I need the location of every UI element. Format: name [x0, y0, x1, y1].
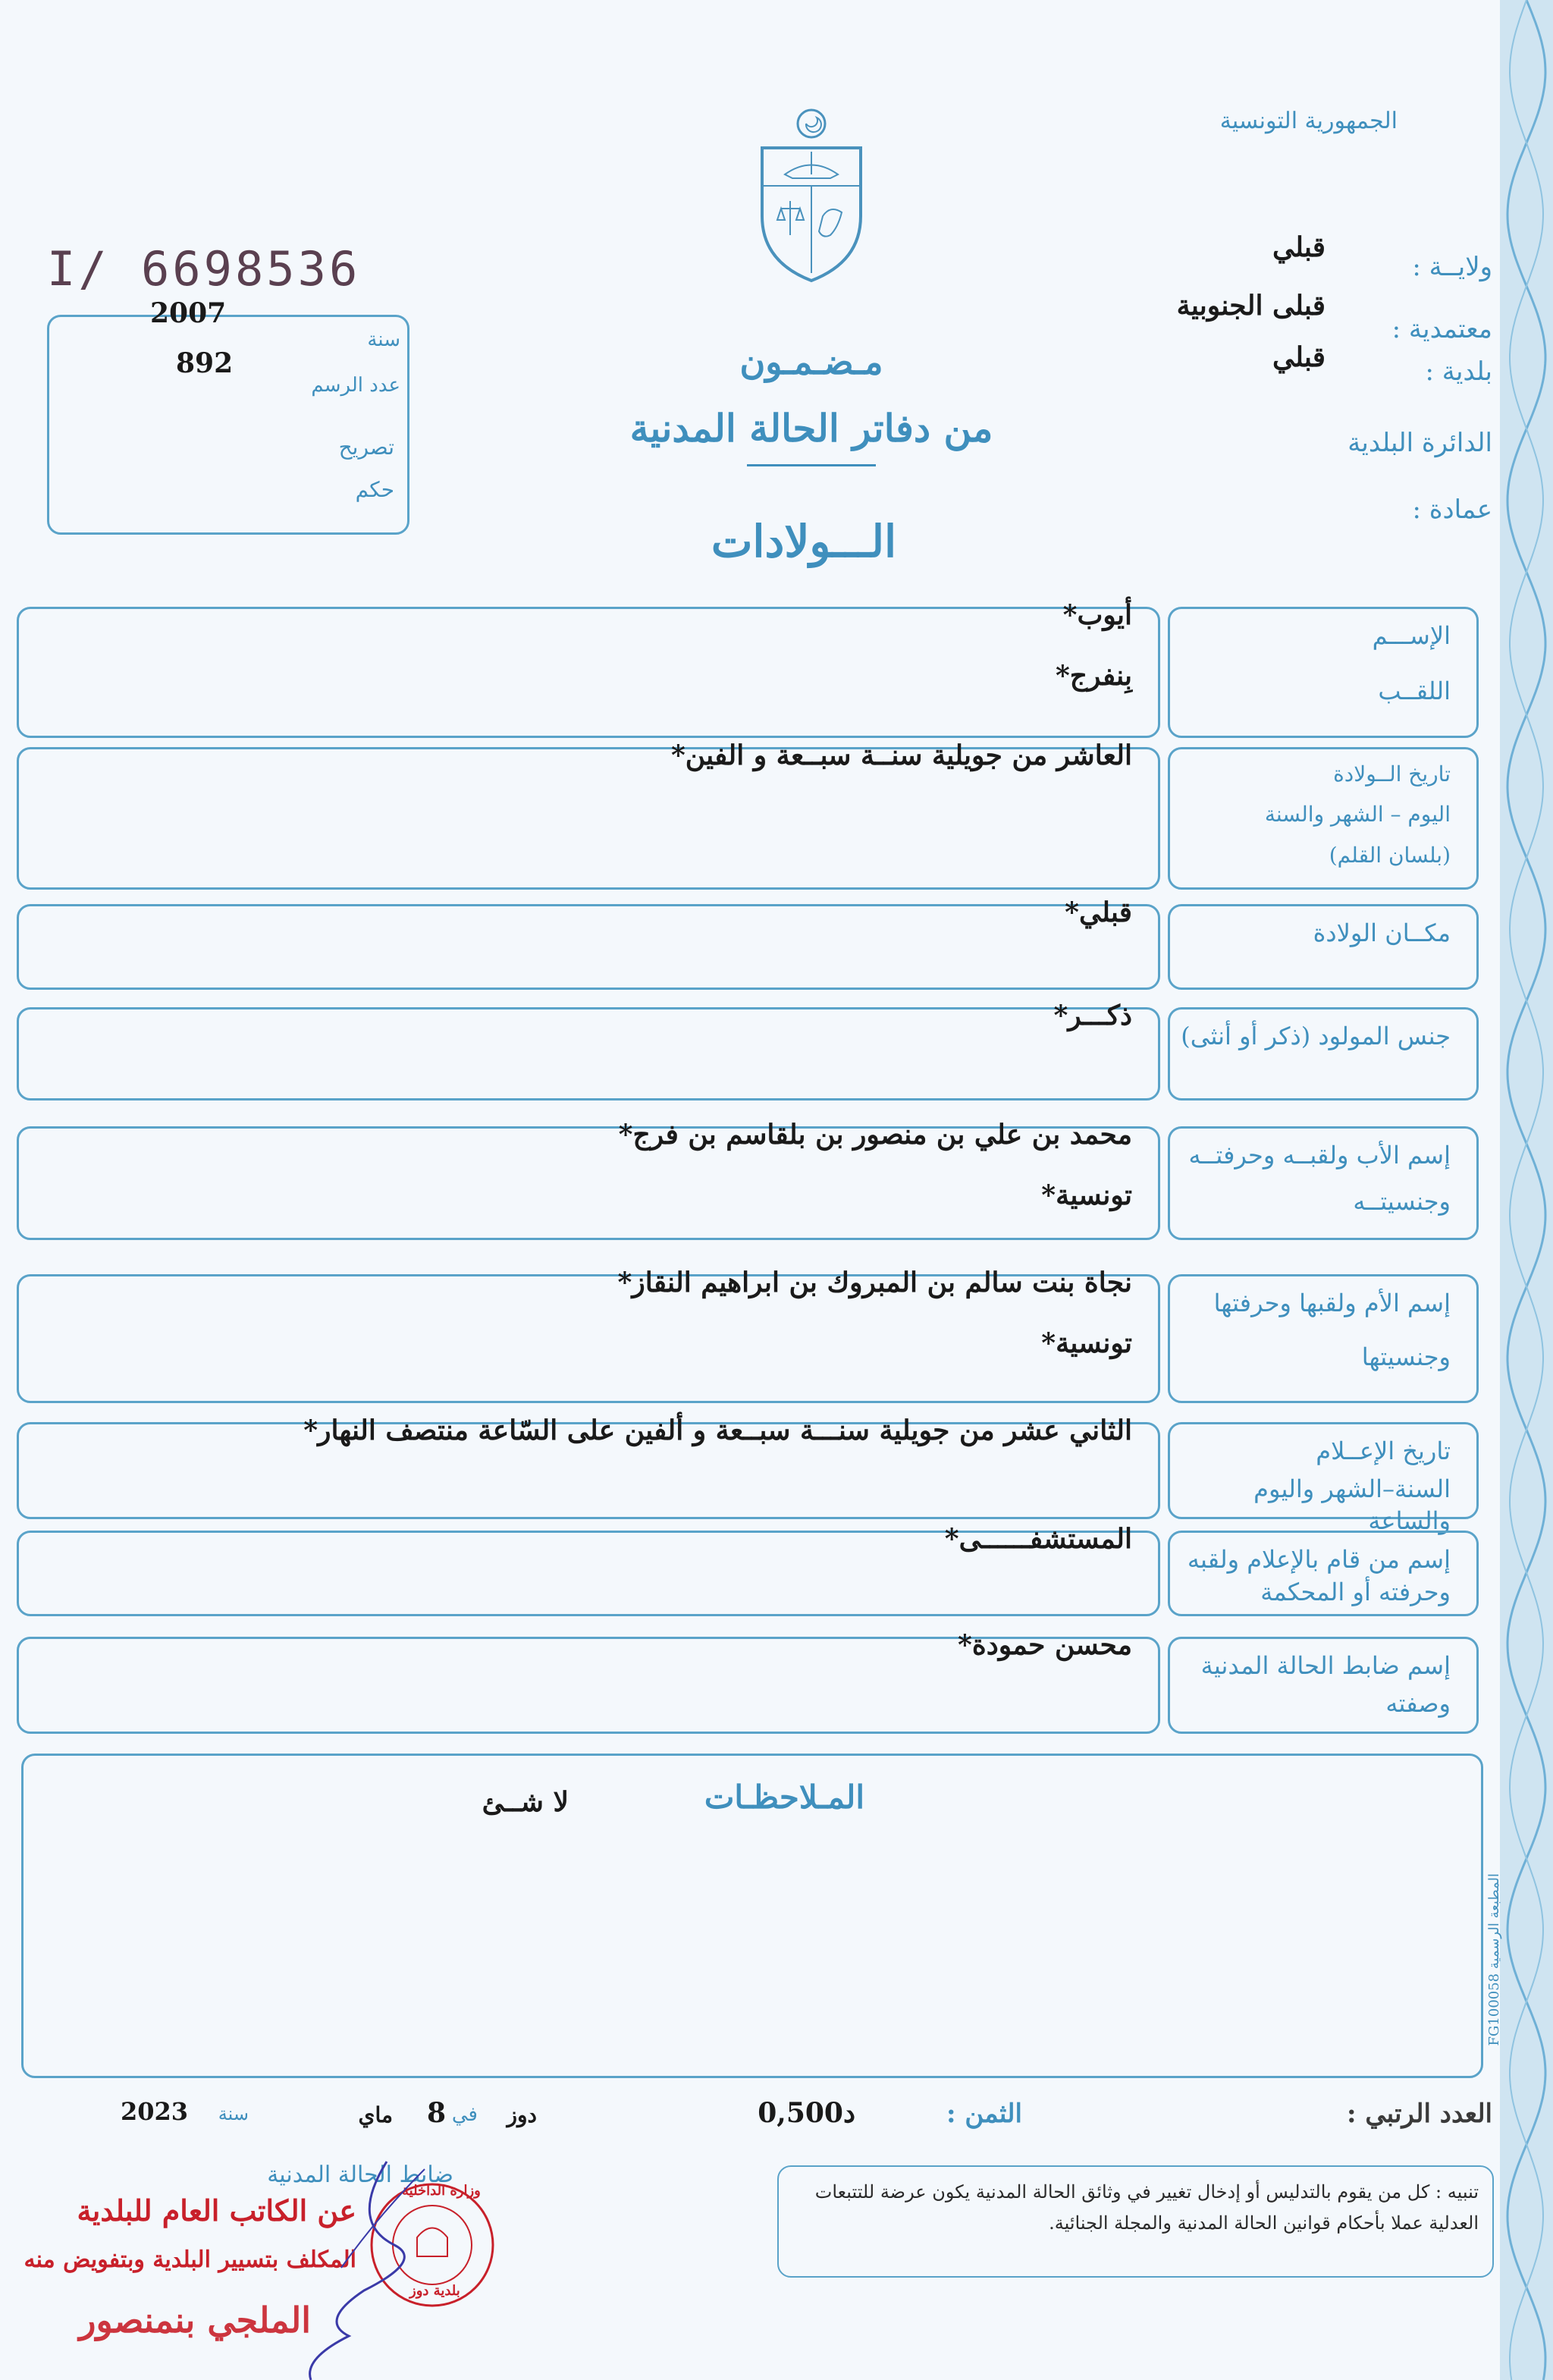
judgment-label: حكم: [355, 477, 394, 502]
row-value: قبلي*: [1065, 896, 1132, 928]
daira-label: الدائرة البلدية: [1348, 428, 1492, 458]
ordinal-label: العدد الرتبي :: [1346, 2099, 1492, 2129]
row-label: إسم من قام بالإعلام ولقبه: [1187, 1545, 1451, 1574]
row-label: إسم ضابط الحالة المدنية: [1200, 1651, 1451, 1680]
imada-label: عمادة :: [1412, 495, 1492, 525]
stamp-line3: الملجي بنمنصور: [79, 2300, 311, 2341]
seal-bottom-text: بلدية دوز: [409, 2283, 460, 2299]
coat-of-arms-icon: [747, 102, 876, 284]
row-label: وجنسيتــه: [1353, 1187, 1451, 1216]
motamadiya-label: معتمدية :: [1391, 314, 1492, 344]
row-label: السنة–الشهر واليوم والساعة: [1253, 1474, 1451, 1535]
date-year-label: سنة: [218, 2103, 249, 2124]
row-value: أيوب*: [1062, 599, 1132, 631]
stamp-line1: عن الكاتب العام للبلدية: [77, 2193, 356, 2228]
row-value: العاشر من جويلية سنــة سبــعة و الفين*: [670, 739, 1132, 771]
date-day: 8: [426, 2097, 446, 2129]
row-value: الثاني عشر من جويلية سنـــة سبــعة و ألفين على السّاعة منتصف النهار*: [303, 1414, 1132, 1446]
row-label: مكــان الولادة: [1313, 918, 1451, 947]
declaration-label: تصريح: [338, 435, 394, 460]
row-value: محمد بن علي بن منصور بن بلقاسم بن فرج*: [618, 1119, 1132, 1151]
row-label: جنس المولود (ذكر أو أنثى): [1181, 1022, 1451, 1050]
title-line2: من دفاتر الحالة المدنية: [629, 406, 993, 451]
row-label: تاريخ الإعــلام: [1316, 1436, 1451, 1465]
title-line3: الـــولادات: [711, 516, 897, 567]
row-label: (بلسان القلم): [1329, 842, 1451, 868]
date-in: في: [451, 2103, 478, 2126]
row-value: محسن حمودة*: [958, 1629, 1132, 1661]
row-value-box: [17, 1007, 1160, 1101]
officer-title: ضابط الحالة المدنية: [267, 2162, 453, 2188]
row-value: تونسية*: [1041, 1179, 1132, 1211]
row-label: وصفته: [1385, 1689, 1451, 1718]
register-number: 892: [176, 347, 234, 379]
baladiya-value: قبلي: [1272, 341, 1326, 373]
register-number-label: عدد الرسم: [311, 374, 400, 397]
side-print: المطبعة الرسمية FG100058: [1486, 1873, 1502, 2046]
row-value: ذكـــر*: [1053, 1000, 1132, 1031]
date-place: دوز: [507, 2102, 537, 2127]
row-label: إسم الأب ولقبــه وحرفتــه: [1188, 1141, 1451, 1170]
remarks-value: لا شــئ: [482, 1786, 569, 1818]
row-label: اللقــب: [1378, 676, 1451, 705]
date-year: 2023: [120, 2097, 188, 2126]
register-year-label: سنة: [367, 328, 400, 351]
republic-title: الجمهورية التونسية: [1219, 108, 1398, 134]
price-value: 0,500د: [758, 2097, 855, 2129]
row-value-box: [17, 904, 1160, 990]
row-value: نجاة بنت سالم بن المبروك بن ابراهيم النقاز*: [617, 1267, 1132, 1298]
row-label: وجنسيتها: [1361, 1342, 1451, 1371]
notice-text: تنبيه : كل من يقوم بالتدليس أو إدخال تغيير في وثائق الحالة المدنية يكون عرضة للتتبعات العدلية عملا بأحكام قوانين الحالة المدنية والمجلة الجنائية.: [814, 2181, 1479, 2234]
remarks-label: المـلاحظـات: [704, 1779, 864, 1816]
baladiya-label: بلدية :: [1425, 356, 1492, 387]
wilaya-value: قبلي: [1272, 231, 1326, 263]
date-month: ماي: [358, 2102, 393, 2127]
seal-top-text: وزارة الداخلية: [402, 2183, 481, 2199]
row-label: تاريخ الــولادة: [1333, 761, 1451, 787]
row-label: اليوم – الشهر والسنة: [1264, 802, 1451, 827]
row-value: تونسية*: [1041, 1327, 1132, 1359]
row-label: الإســـم: [1372, 621, 1451, 650]
serial-number: I/ 6698536: [47, 241, 361, 297]
row-value: بِنفرج*: [1055, 660, 1132, 692]
row-label: وحرفته أو المحكمة: [1260, 1577, 1451, 1606]
row-value: المستشفــــــى*: [944, 1523, 1132, 1555]
register-year: 2007: [150, 297, 227, 329]
price-label: الثمن :: [946, 2099, 1022, 2129]
wilaya-label: ولايــة :: [1412, 252, 1492, 282]
stamp-line2: المكلف بتسيير البلدية وبتفويض منه: [24, 2247, 356, 2273]
row-value-box: [17, 607, 1160, 738]
title-underline: [747, 464, 876, 466]
row-label: إسم الأم ولقبها وحرفتها: [1213, 1289, 1451, 1317]
signature: [273, 2154, 470, 2380]
motamadiya-value: قبلى الجنوبية: [1176, 290, 1326, 322]
title-line1: مـضـمـون: [739, 341, 883, 382]
